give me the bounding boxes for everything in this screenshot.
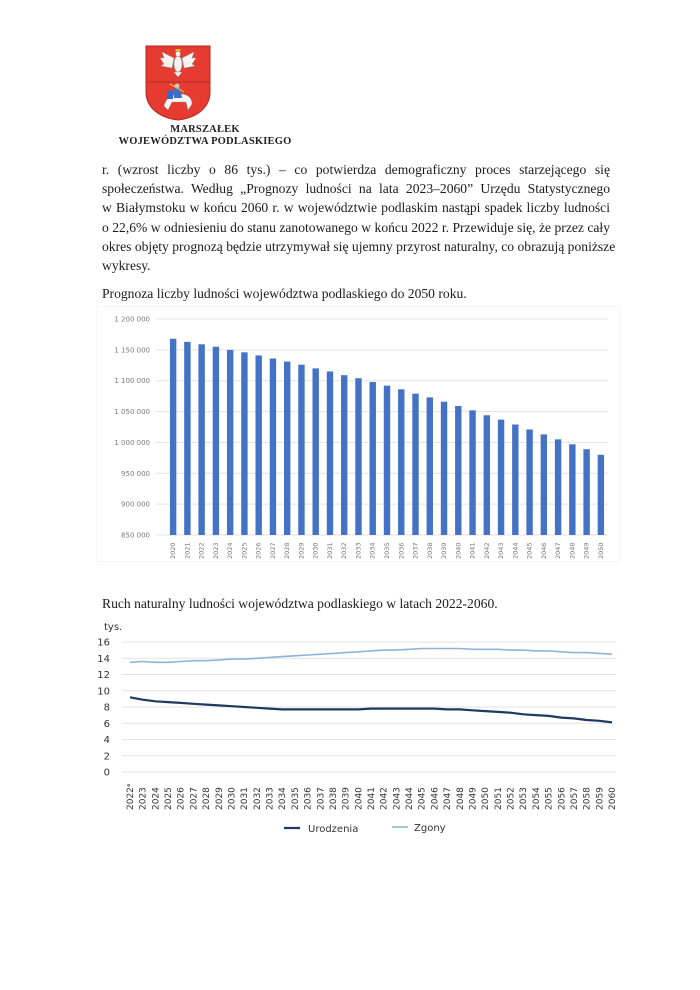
x-tick-label: 2036: [303, 787, 314, 810]
x-tick-label: 2035: [290, 787, 301, 810]
x-tick-label: 2031: [325, 542, 334, 559]
x-tick-label: 2033: [354, 542, 363, 559]
bar: [284, 362, 290, 535]
x-tick-label: 2059: [595, 787, 606, 810]
x-tick-label: 2048: [455, 787, 466, 810]
x-tick-label: 2050: [481, 787, 492, 810]
x-tick-label: 2039: [440, 542, 449, 559]
x-tick-label: 2023: [211, 542, 220, 559]
x-tick-label: 2026: [176, 787, 187, 810]
x-tick-label: 2042: [482, 542, 491, 559]
x-tick-label: 2054: [531, 787, 542, 810]
x-tick-label: 2043: [497, 542, 506, 559]
x-tick-label: 2029: [214, 787, 225, 810]
y-tick-label: 1 100 000: [114, 377, 150, 386]
bar: [170, 339, 176, 535]
y-tick-label: 4: [103, 735, 110, 746]
x-tick-label: 2053: [519, 787, 530, 810]
x-tick-label: 2039: [341, 787, 352, 810]
bar: [398, 389, 404, 535]
y-tick-label: 1 200 000: [114, 315, 150, 324]
y-tick-label: 12: [97, 670, 110, 681]
x-tick-label: 2048: [568, 542, 577, 559]
y-tick-label: 900 000: [121, 500, 150, 509]
x-tick-label: 2057: [569, 787, 580, 810]
x-tick-label: 2030: [227, 787, 238, 810]
x-tick-label: 2051: [493, 787, 504, 810]
x-tick-label: 2056: [557, 787, 568, 810]
body-line: okres objęty prognozą będzie utrzymywał się ujemny przyrost naturalny, co obrazują poniższe: [102, 238, 616, 254]
x-tick-label: 2027: [268, 542, 277, 559]
x-tick-label: 2041: [468, 542, 477, 559]
x-tick-label: 2020: [169, 542, 178, 559]
body-line: wykresy.: [102, 258, 151, 274]
bar: [241, 352, 247, 535]
x-tick-label: 2058: [582, 787, 593, 810]
y-tick-label: 16: [97, 637, 110, 649]
bar: [526, 429, 532, 535]
x-tick-label: 2032: [252, 787, 263, 810]
series-line-urodzenia: [130, 697, 612, 722]
x-tick-label: 2023: [138, 787, 149, 810]
coat-of-arms-icon: [144, 44, 212, 122]
x-tick-label: 2060: [608, 787, 618, 810]
bar: [384, 386, 390, 535]
x-tick-label: 2038: [425, 542, 434, 559]
y-tick-label: 1 000 000: [114, 438, 150, 447]
x-tick-label: 2025: [164, 787, 175, 810]
x-tick-label: 2040: [454, 542, 463, 559]
y-tick-label: 10: [97, 686, 110, 698]
bar: [469, 410, 475, 535]
bar: [370, 382, 376, 535]
body-line: społeczeństwa. Według „Prognozy ludności na lata 2023–2060” Urzędu Statystycznego: [102, 181, 610, 197]
legend-label: Urodzenia: [308, 824, 359, 835]
bar: [498, 420, 504, 535]
chart1-caption: Prognoza liczby ludności województwa podlaskiego do 2050 roku.: [102, 286, 467, 301]
x-tick-label: 2021: [183, 542, 192, 559]
bar: [327, 371, 333, 535]
x-tick-label: 2043: [392, 787, 403, 810]
x-tick-label: 2022ᵃ: [126, 783, 136, 810]
bar: [298, 365, 304, 535]
x-tick-label: 2024: [226, 542, 235, 559]
bar: [198, 344, 204, 535]
x-tick-label: 2041: [367, 787, 377, 810]
x-tick-label: 2034: [278, 787, 289, 810]
x-tick-label: 2024: [151, 787, 162, 810]
bar: [255, 355, 261, 535]
x-tick-label: 2035: [383, 542, 391, 559]
x-tick-label: 2045: [417, 787, 428, 810]
x-tick-label: 2038: [328, 787, 339, 810]
x-tick-label: 2037: [411, 542, 420, 559]
bar: [227, 350, 233, 535]
body-line: o 22,6% w odniesieniu do stanu zanotowanego w końcu 2022 r. Przewiduje się, że przez cały: [102, 219, 610, 235]
bar: [598, 455, 604, 535]
header-title-line2: WOJEWÓDZTWA PODLASKIEGO: [118, 136, 292, 147]
bar: [455, 406, 461, 535]
population-bar-chart: [96, 306, 620, 562]
x-tick-label: 2032: [340, 542, 349, 559]
x-tick-label: 2049: [468, 787, 479, 810]
x-tick-label: 2046: [539, 542, 548, 559]
x-tick-label: 2036: [397, 542, 406, 559]
x-tick-label: 2044: [511, 542, 520, 559]
x-tick-label: 2055: [544, 787, 555, 810]
x-tick-label: 2028: [202, 787, 213, 810]
x-tick-label: 2050: [596, 542, 605, 559]
x-tick-label: 2046: [430, 787, 441, 810]
series-line-zgony: [130, 649, 612, 663]
bar: [583, 449, 589, 535]
y-axis-unit: tys.: [104, 622, 123, 633]
x-tick-label: 2031: [240, 787, 251, 810]
x-tick-label: 2034: [368, 542, 377, 559]
bar: [512, 425, 518, 535]
y-tick-label: 8: [103, 702, 110, 714]
header-title-line1: MARSZAŁEK: [170, 124, 240, 135]
y-tick-label: 850 000: [121, 531, 150, 540]
header-title: [100, 124, 310, 148]
x-tick-label: 2022: [197, 542, 206, 559]
bar: [341, 375, 347, 535]
x-tick-label: 2047: [443, 787, 454, 810]
bar: [484, 415, 490, 535]
bar: [184, 342, 190, 535]
body-line: r. (wzrost liczby o 86 tys.) – co potwierdza demograficzny proces starzejącego się: [102, 162, 610, 177]
x-tick-label: 2042: [379, 787, 390, 810]
legend-label: Zgony: [414, 823, 446, 834]
y-tick-label: 1 050 000: [114, 408, 150, 417]
x-tick-label: 2026: [254, 542, 263, 559]
y-tick-label: 1 150 000: [114, 346, 150, 355]
x-tick-label: 2027: [189, 787, 200, 810]
bar: [412, 394, 418, 535]
x-tick-label: 2029: [297, 542, 306, 559]
y-tick-label: 6: [103, 718, 110, 730]
bar: [213, 347, 219, 535]
chart2-caption: Ruch naturalny ludności województwa podlaskiego w latach 2022-2060.: [102, 596, 498, 611]
x-tick-label: 2044: [405, 787, 416, 810]
bar: [541, 434, 547, 535]
x-tick-label: 2033: [265, 787, 276, 810]
x-tick-label: 2040: [354, 787, 365, 810]
bar: [569, 444, 575, 535]
x-tick-label: 2037: [316, 787, 327, 810]
x-tick-label: 2025: [240, 542, 249, 559]
x-tick-label: 2030: [311, 542, 320, 559]
x-tick-label: 2028: [283, 542, 292, 559]
y-tick-label: 14: [97, 653, 110, 665]
x-tick-label: 2049: [582, 542, 591, 559]
y-tick-label: 0: [103, 767, 110, 779]
x-tick-label: 2045: [525, 542, 534, 559]
bar: [313, 368, 319, 535]
body-line: w Białymstoku w końcu 2060 r. w województwie podlaskim nastąpi spadek liczby ludności: [102, 200, 610, 216]
bar: [270, 358, 276, 535]
bar: [441, 402, 447, 535]
bar: [427, 397, 433, 535]
x-tick-label: 2052: [506, 787, 517, 810]
bar: [355, 378, 361, 535]
body-paragraph: [102, 160, 616, 275]
natural-movement-line-chart: [96, 612, 620, 842]
chart-legend: [284, 823, 446, 835]
y-tick-label: 2: [103, 751, 110, 763]
x-tick-label: 2047: [554, 542, 563, 559]
y-tick-label: 950 000: [121, 469, 150, 478]
bar: [555, 439, 561, 535]
